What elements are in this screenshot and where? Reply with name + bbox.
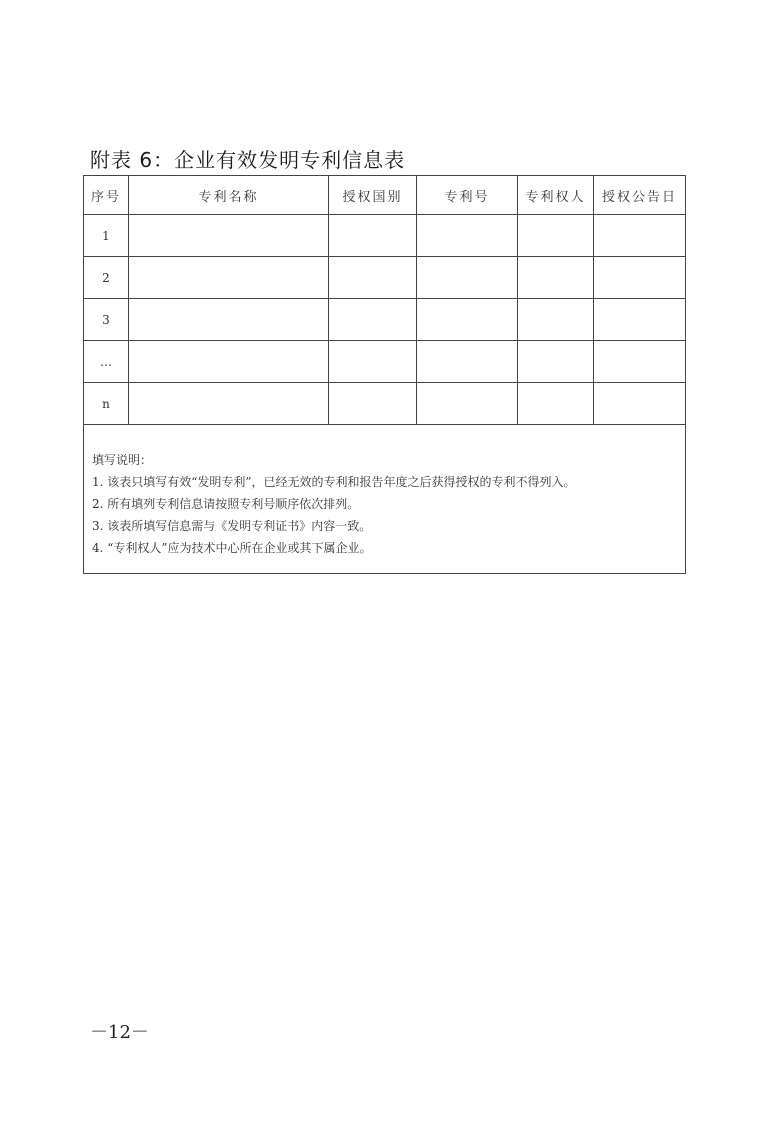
- patentee-cell[interactable]: [518, 341, 594, 383]
- table-row: [84, 341, 686, 383]
- grant-country-cell[interactable]: [329, 383, 417, 425]
- grant-date-cell[interactable]: [594, 341, 686, 383]
- note-item: 3. 该表所填写信息需与《发明专利证书》内容一致。: [92, 519, 372, 533]
- note-item: 2. 所有填列专利信息请按照专利号顺序依次排列。: [92, 497, 360, 511]
- table-row: [84, 257, 686, 299]
- row-serial-cell: 1: [84, 215, 129, 257]
- row-serial-cell: n: [84, 383, 129, 425]
- notes-row: [84, 425, 686, 574]
- page-number: －12－: [90, 1022, 149, 1043]
- table-row: [84, 215, 686, 257]
- header-patent-number: 专利号: [417, 176, 518, 215]
- note-item: 4. “专利权人”应为技术中心所在企业或其下属企业。: [92, 541, 372, 555]
- patent-number-cell[interactable]: [417, 341, 518, 383]
- row-serial-cell: 3: [84, 299, 129, 341]
- grant-date-cell[interactable]: [594, 383, 686, 425]
- grant-country-cell[interactable]: [329, 257, 417, 299]
- patent-info-table: [83, 175, 686, 574]
- patentee-cell[interactable]: [518, 215, 594, 257]
- table-row: [84, 299, 686, 341]
- grant-country-cell[interactable]: [329, 299, 417, 341]
- patent-name-cell[interactable]: [129, 341, 329, 383]
- header-grant-country: 授权国别: [329, 176, 417, 215]
- patent-number-cell[interactable]: [417, 299, 518, 341]
- patent-name-cell[interactable]: [129, 257, 329, 299]
- grant-country-cell[interactable]: [329, 341, 417, 383]
- grant-date-cell[interactable]: [594, 299, 686, 341]
- grant-country-cell[interactable]: [329, 215, 417, 257]
- notes-heading: 填写说明：: [92, 453, 153, 467]
- patent-name-cell[interactable]: [129, 215, 329, 257]
- row-serial-cell: …: [84, 341, 129, 383]
- header-grant-date: 授权公告日: [594, 176, 686, 215]
- table-row: [84, 383, 686, 425]
- notes-cell: [84, 425, 686, 574]
- patent-name-cell[interactable]: [129, 299, 329, 341]
- header-patentee: 专利权人: [518, 176, 594, 215]
- note-item: 1. 该表只填写有效“发明专利”，已经无效的专利和报告年度之后获得授权的专利不得列入。: [92, 475, 576, 489]
- patent-number-cell[interactable]: [417, 257, 518, 299]
- grant-date-cell[interactable]: [594, 215, 686, 257]
- page-title: 附表 6：企业有效发明专利信息表: [90, 148, 406, 172]
- row-serial-cell: 2: [84, 257, 129, 299]
- grant-date-cell[interactable]: [594, 257, 686, 299]
- table-header-row: [84, 176, 686, 215]
- header-patent-name: 专利名称: [129, 176, 329, 215]
- patentee-cell[interactable]: [518, 299, 594, 341]
- patentee-cell[interactable]: [518, 383, 594, 425]
- fill-instructions: [84, 425, 685, 559]
- patent-number-cell[interactable]: [417, 215, 518, 257]
- header-serial-no: 序号: [84, 176, 129, 215]
- patent-number-cell[interactable]: [417, 383, 518, 425]
- patent-name-cell[interactable]: [129, 383, 329, 425]
- patentee-cell[interactable]: [518, 257, 594, 299]
